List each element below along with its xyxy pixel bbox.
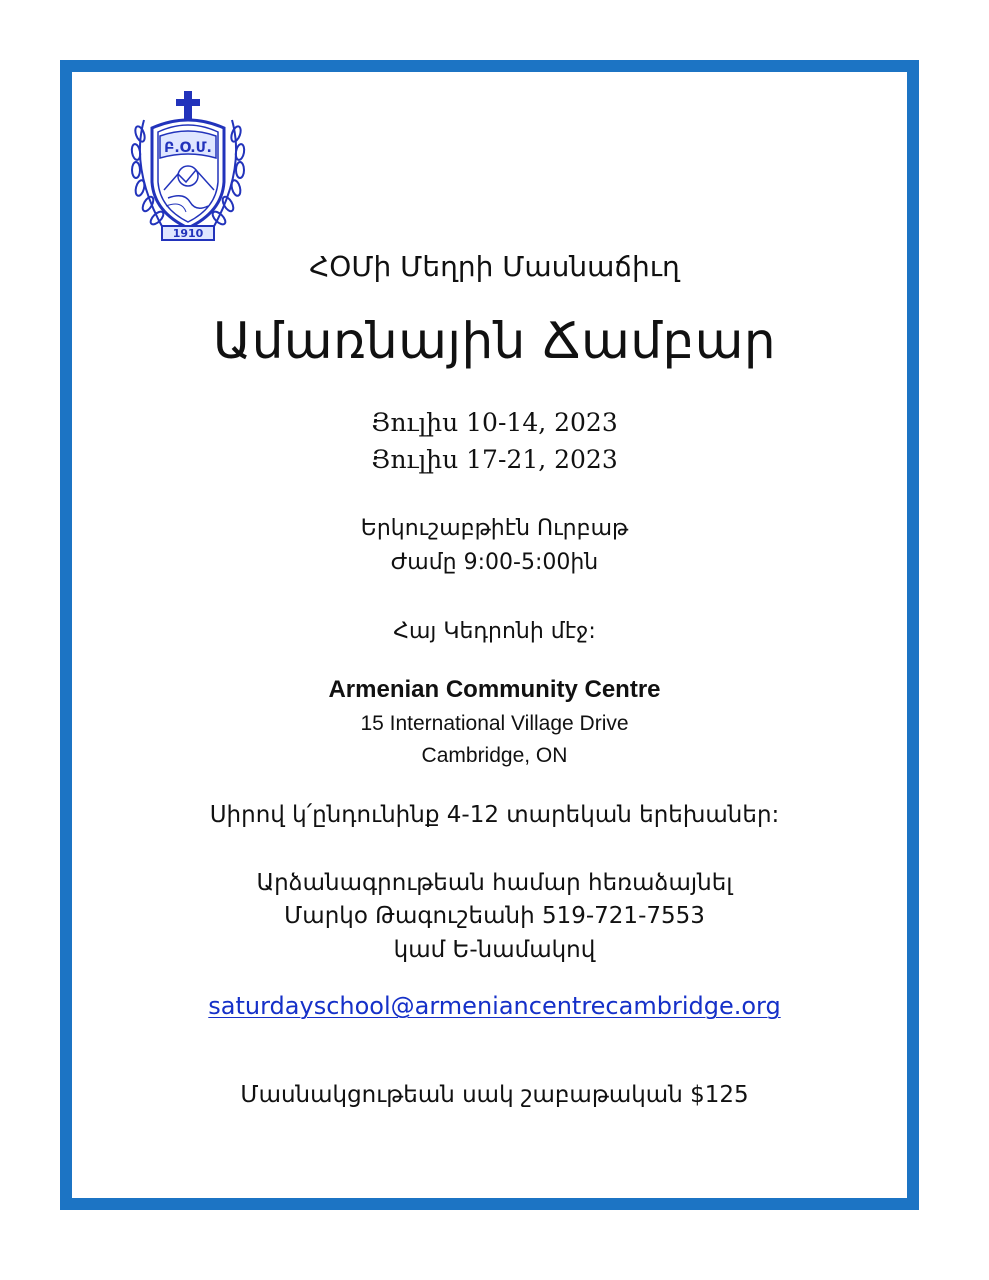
emblem-monogram: Բ.Օ.Մ. [164, 140, 212, 156]
email-instruction: կամ Ե-նամակով [393, 937, 596, 963]
venue-city: Cambridge, ON [421, 744, 568, 767]
weekly-fee-text: Մասնակցութեան սակ շաբաթական $125 [240, 1082, 749, 1108]
organization-line: ՀՕՄի Մեղրի Մասնաճիւղ [309, 250, 680, 283]
organization-emblem-logo [124, 90, 252, 244]
schedule-days: Երկուշաբթիէն Ուրբաթ [360, 516, 629, 541]
registration-instruction: Արձանագրութեան համար հեռաձայնել [256, 870, 733, 896]
camp-date-week-1: Յուլիս 10-14, 2023 [371, 408, 618, 437]
email-line [60, 992, 929, 1020]
camp-date-week-2: Յուլիս 17-21, 2023 [371, 445, 618, 474]
contact-person-phone: Մարկօ Թագուշեանի 519-721-7553 [284, 903, 705, 929]
email-link[interactable]: saturdayschool@armeniancentrecambridge.org [208, 992, 781, 1020]
age-welcome-text: Սիրով կ՛ընդունինք 4-12 տարեկան երեխաներ: [209, 802, 780, 828]
page-title: Ամառնային Ճամբար [212, 312, 777, 370]
venue-name: Armenian Community Centre [328, 676, 661, 703]
schedule-hours: Ժամը 9:00-5:00ին [390, 550, 599, 575]
venue-street: 15 International Village Drive [360, 712, 629, 735]
emblem-year: 1910 [172, 227, 204, 240]
location-intro: Հայ Կեդրոնի մէջ: [393, 619, 596, 644]
